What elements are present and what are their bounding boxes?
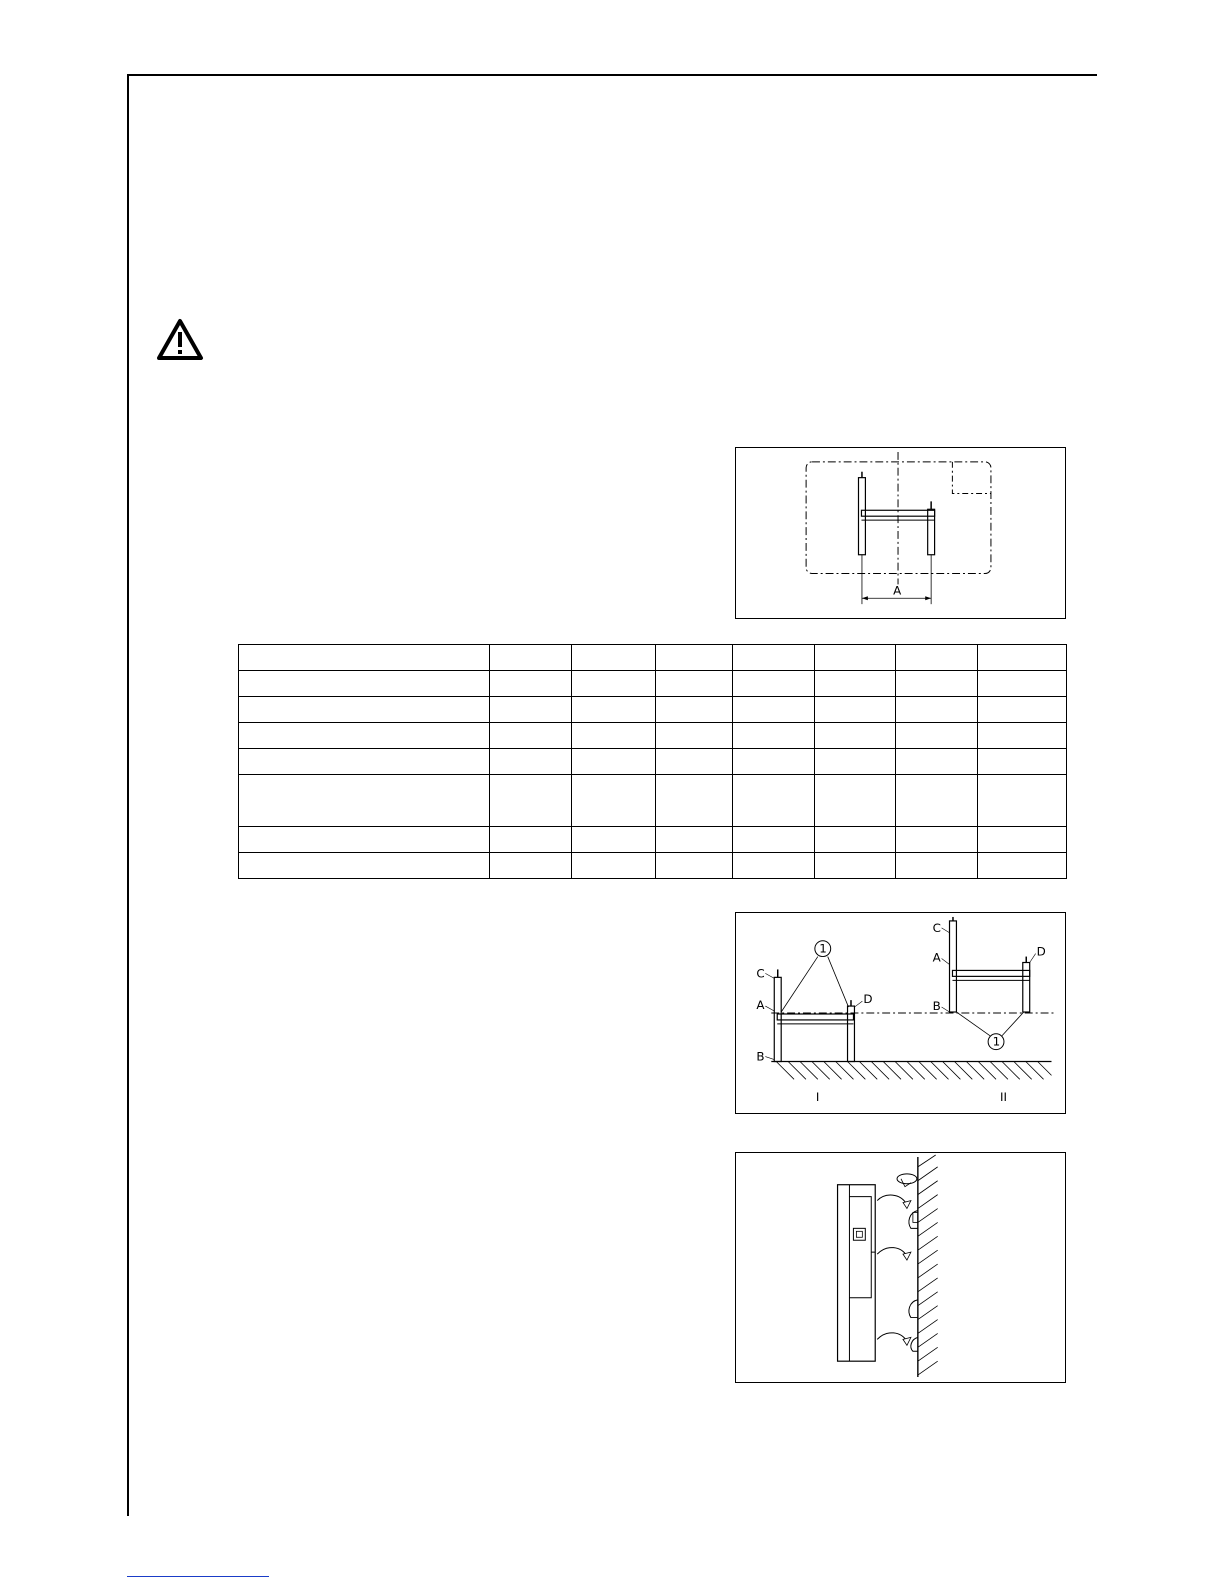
foot-spacing-diagram	[735, 447, 1066, 619]
table-row	[239, 697, 1067, 723]
table-row	[239, 749, 1067, 775]
label-a-left: A	[756, 998, 765, 1013]
leveling-frame-diagram	[735, 912, 1066, 1114]
label-d-left: D	[863, 992, 873, 1007]
callout-1-bottom: 1	[992, 1034, 1001, 1049]
label-roman-i: I	[815, 1090, 820, 1105]
table-row	[239, 853, 1067, 879]
label-d-right: D	[1036, 944, 1046, 959]
top-rule	[127, 74, 1097, 76]
table-row	[239, 723, 1067, 749]
label-a-right: A	[932, 950, 941, 965]
table-row	[239, 671, 1067, 697]
specification-table	[238, 644, 1067, 879]
warning-triangle-icon	[156, 318, 204, 362]
table-row	[239, 775, 1067, 827]
label-c-left: C	[756, 966, 765, 981]
wall-spacer-diagram	[735, 1152, 1066, 1383]
footer-link-underline[interactable]	[127, 1576, 269, 1577]
table-row	[239, 827, 1067, 853]
label-b-right: B	[932, 999, 941, 1014]
left-margin-rule	[127, 74, 129, 1516]
dimension-label-a: A	[893, 583, 902, 598]
label-roman-ii: II	[1000, 1090, 1008, 1105]
label-b-left: B	[756, 1049, 765, 1064]
table-row	[239, 645, 1067, 671]
callout-1-top: 1	[819, 941, 827, 956]
label-c-right: C	[932, 920, 941, 935]
